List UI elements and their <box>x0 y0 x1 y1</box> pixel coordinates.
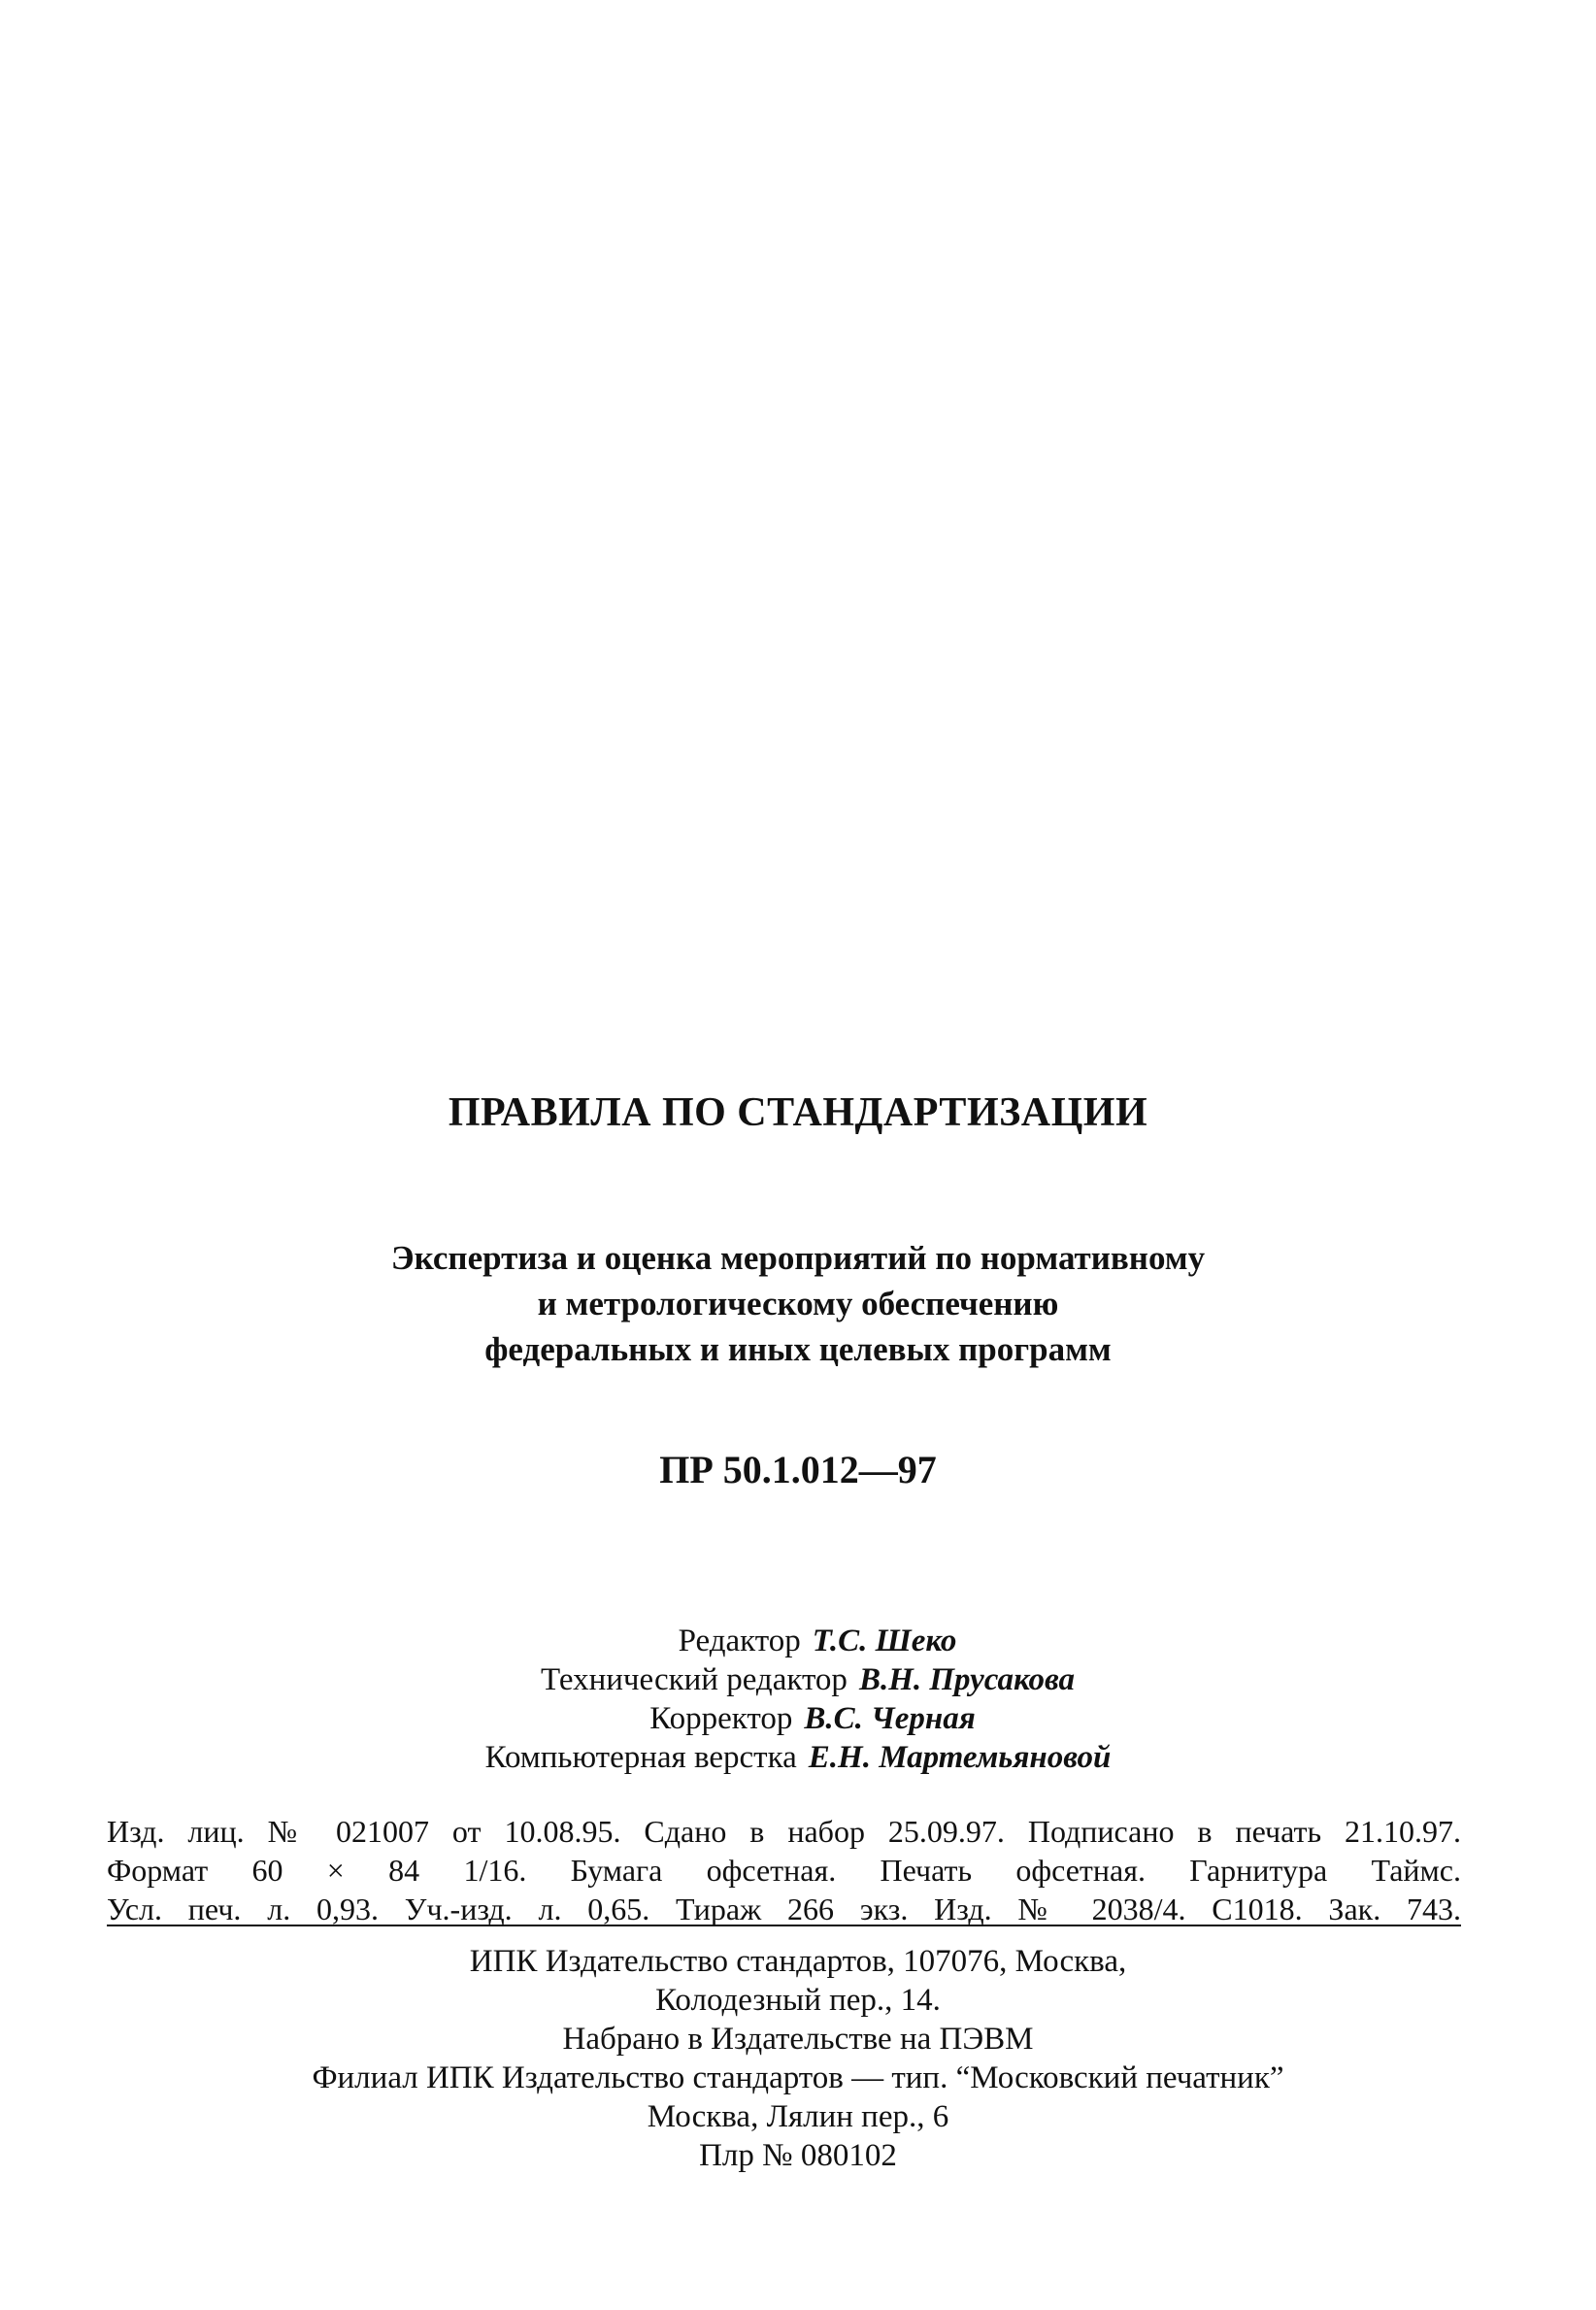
publisher-line-6: Плр № 080102 <box>699 2138 897 2173</box>
credit-technical-editor <box>0 1660 1596 1699</box>
publisher-line-5: Москва, Лялин пер., 6 <box>647 2099 949 2134</box>
credit-person: В.Н. Прусакова <box>858 1662 1076 1697</box>
credit-role: Редактор <box>678 1624 801 1658</box>
publisher-line-2: Колодезный пер., 14. <box>655 1983 941 2018</box>
imprint-line-3: Усл. печ. л. 0,93. Уч.-изд. л. 0,65. Тираж 266 экз. Изд. № 2038/4. С1018. Зак. 743. <box>107 1892 1461 1926</box>
subtitle-line-1: Экспертиза и оценка мероприятий по нормативному <box>390 1239 1206 1277</box>
imprint-line-1: Изд. лиц. № 021007 от 10.08.95. Сдано в набор 25.09.97. Подписано в печать 21.10.97. <box>107 1814 1461 1849</box>
credit-person: Е.Н. Мартемьяновой <box>808 1740 1112 1775</box>
subtitle-line-2: и метрологическому обеспечению <box>537 1285 1059 1322</box>
credit-editor <box>0 1622 1596 1660</box>
credit-person: В.С. Черная <box>804 1701 976 1736</box>
imprint-line-2: Формат 60 × 84 1/16. Бумага офсетная. Печать офсетная. Гарнитура Таймс. <box>107 1853 1461 1888</box>
credit-role: Компьютерная верстка <box>484 1740 797 1775</box>
credits-block <box>0 1622 1596 1777</box>
document-heading: ПРАВИЛА ПО СТАНДАРТИЗАЦИИ <box>448 1090 1148 1135</box>
imprint-block <box>107 1812 1461 1928</box>
publisher-line-1: ИПК Издательство стандартов, 107076, Москва, <box>469 1944 1127 1979</box>
document-code: ПР 50.1.012—97 <box>659 1448 937 1491</box>
credit-role: Корректор <box>649 1701 793 1736</box>
subtitle-line-3: федеральных и иных целевых программ <box>484 1330 1112 1368</box>
document-subtitle <box>0 1235 1596 1372</box>
credit-person: Т.С. Шеко <box>812 1624 957 1658</box>
publisher-line-4: Филиал ИПК Издательство стандартов — тип. “Московский печатник” <box>312 2060 1284 2095</box>
credit-layout <box>0 1738 1596 1777</box>
credit-role: Технический редактор <box>540 1662 848 1697</box>
imprint-divider <box>107 1925 1461 1926</box>
credit-proofreader <box>0 1699 1596 1738</box>
publisher-line-3: Набрано в Издательстве на ПЭВМ <box>562 2022 1034 2057</box>
publisher-block <box>0 1942 1596 2175</box>
